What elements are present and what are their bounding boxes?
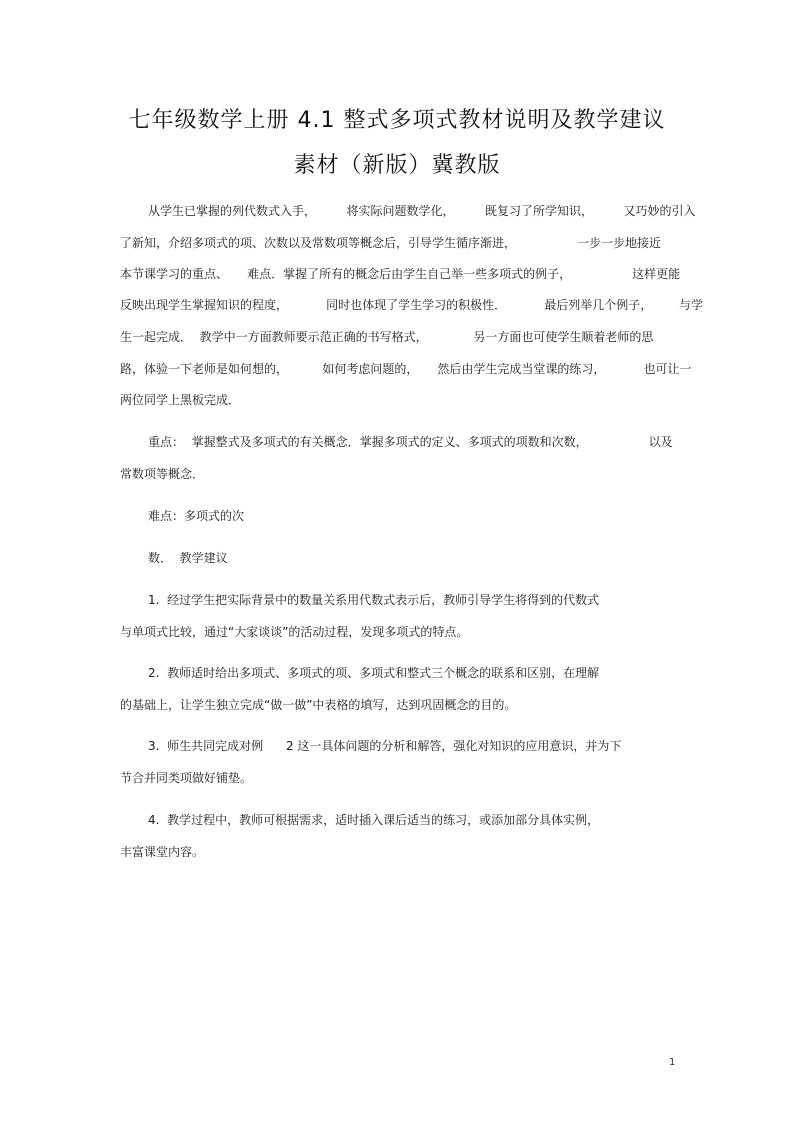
intro-line: 两位同学上黑板完成． — [120, 393, 241, 407]
key-points-line: 重点： 掌握整式及多项式的有关概念．掌握多项式的定义、多项式的项数和次数， 以及 — [148, 435, 673, 449]
difficulty-line: 难点：多项式的次 — [148, 509, 245, 523]
intro-line: 反映出现学生掌握知识的程度， 同时也体现了学生学习的积极性． 最后列举几个例子， 与学 — [120, 298, 703, 312]
intro-line: 本节课学习的重点、 难点．掌握了所有的概念后由学生自己举一些多项式的例子， 这样更能 — [120, 267, 681, 281]
intro-line: 了新知，介绍多项式的项、次数以及常数项等概念后，引导学生循序渐进， 一步一步地接近 — [120, 236, 662, 250]
suggestion-line: 节合并同类项做好铺垫。 — [120, 771, 253, 785]
suggestion-line: 丰富课堂内容。 — [120, 845, 205, 859]
suggestion-heading: 数． 教学建议 — [148, 551, 228, 565]
intro-line: 生一起完成． 教学中一方面教师要示范正确的书写格式， 另一方面也可使学生顺着老师的思 — [120, 330, 654, 344]
suggestion-line: 2. 教师适时给出多项式、多项式的项、多项式和整式三个概念的联系和区别，在理解 — [148, 666, 600, 680]
suggestion-line: 的基础上，让学生独立完成“做一做”中表格的填写，达到巩固概念的目的。 — [120, 698, 517, 712]
intro-line: 从学生已掌握的列代数式入手， 将实际问题数学化， 既复习了所学知识， 又巧妙的引入 — [148, 204, 696, 218]
suggestion-line: 1. 经过学生把实际背景中的数量关系用代数式表示后，教师引导学生将得到的代数式 — [148, 593, 600, 607]
document-title-line-1: 七年级数学上册 4.1 整式多项式教材说明及教学建议 — [128, 108, 666, 133]
suggestion-line: 3. 师生共同完成对例 2 这一具体问题的分析和解答，强化对知识的应用意识，并为下 — [148, 739, 622, 753]
page-number: 1 — [669, 1057, 676, 1068]
intro-line: 路，体验一下老师是如何想的， 如何考虑问题的， 然后由学生完成当堂课的练习， 也可让一 — [120, 362, 692, 376]
key-points-line: 常数项等概念． — [120, 467, 205, 481]
suggestion-line: 与单项式比较，通过“大家谈谈”的活动过程，发现多项式的特点。 — [120, 625, 469, 639]
suggestion-line: 4. 教学过程中，教师可根据需求，适时插入课后适当的练习，或添加部分具体实例， — [148, 813, 600, 827]
document-title-line-2: 素材（新版）冀教版 — [293, 153, 501, 178]
